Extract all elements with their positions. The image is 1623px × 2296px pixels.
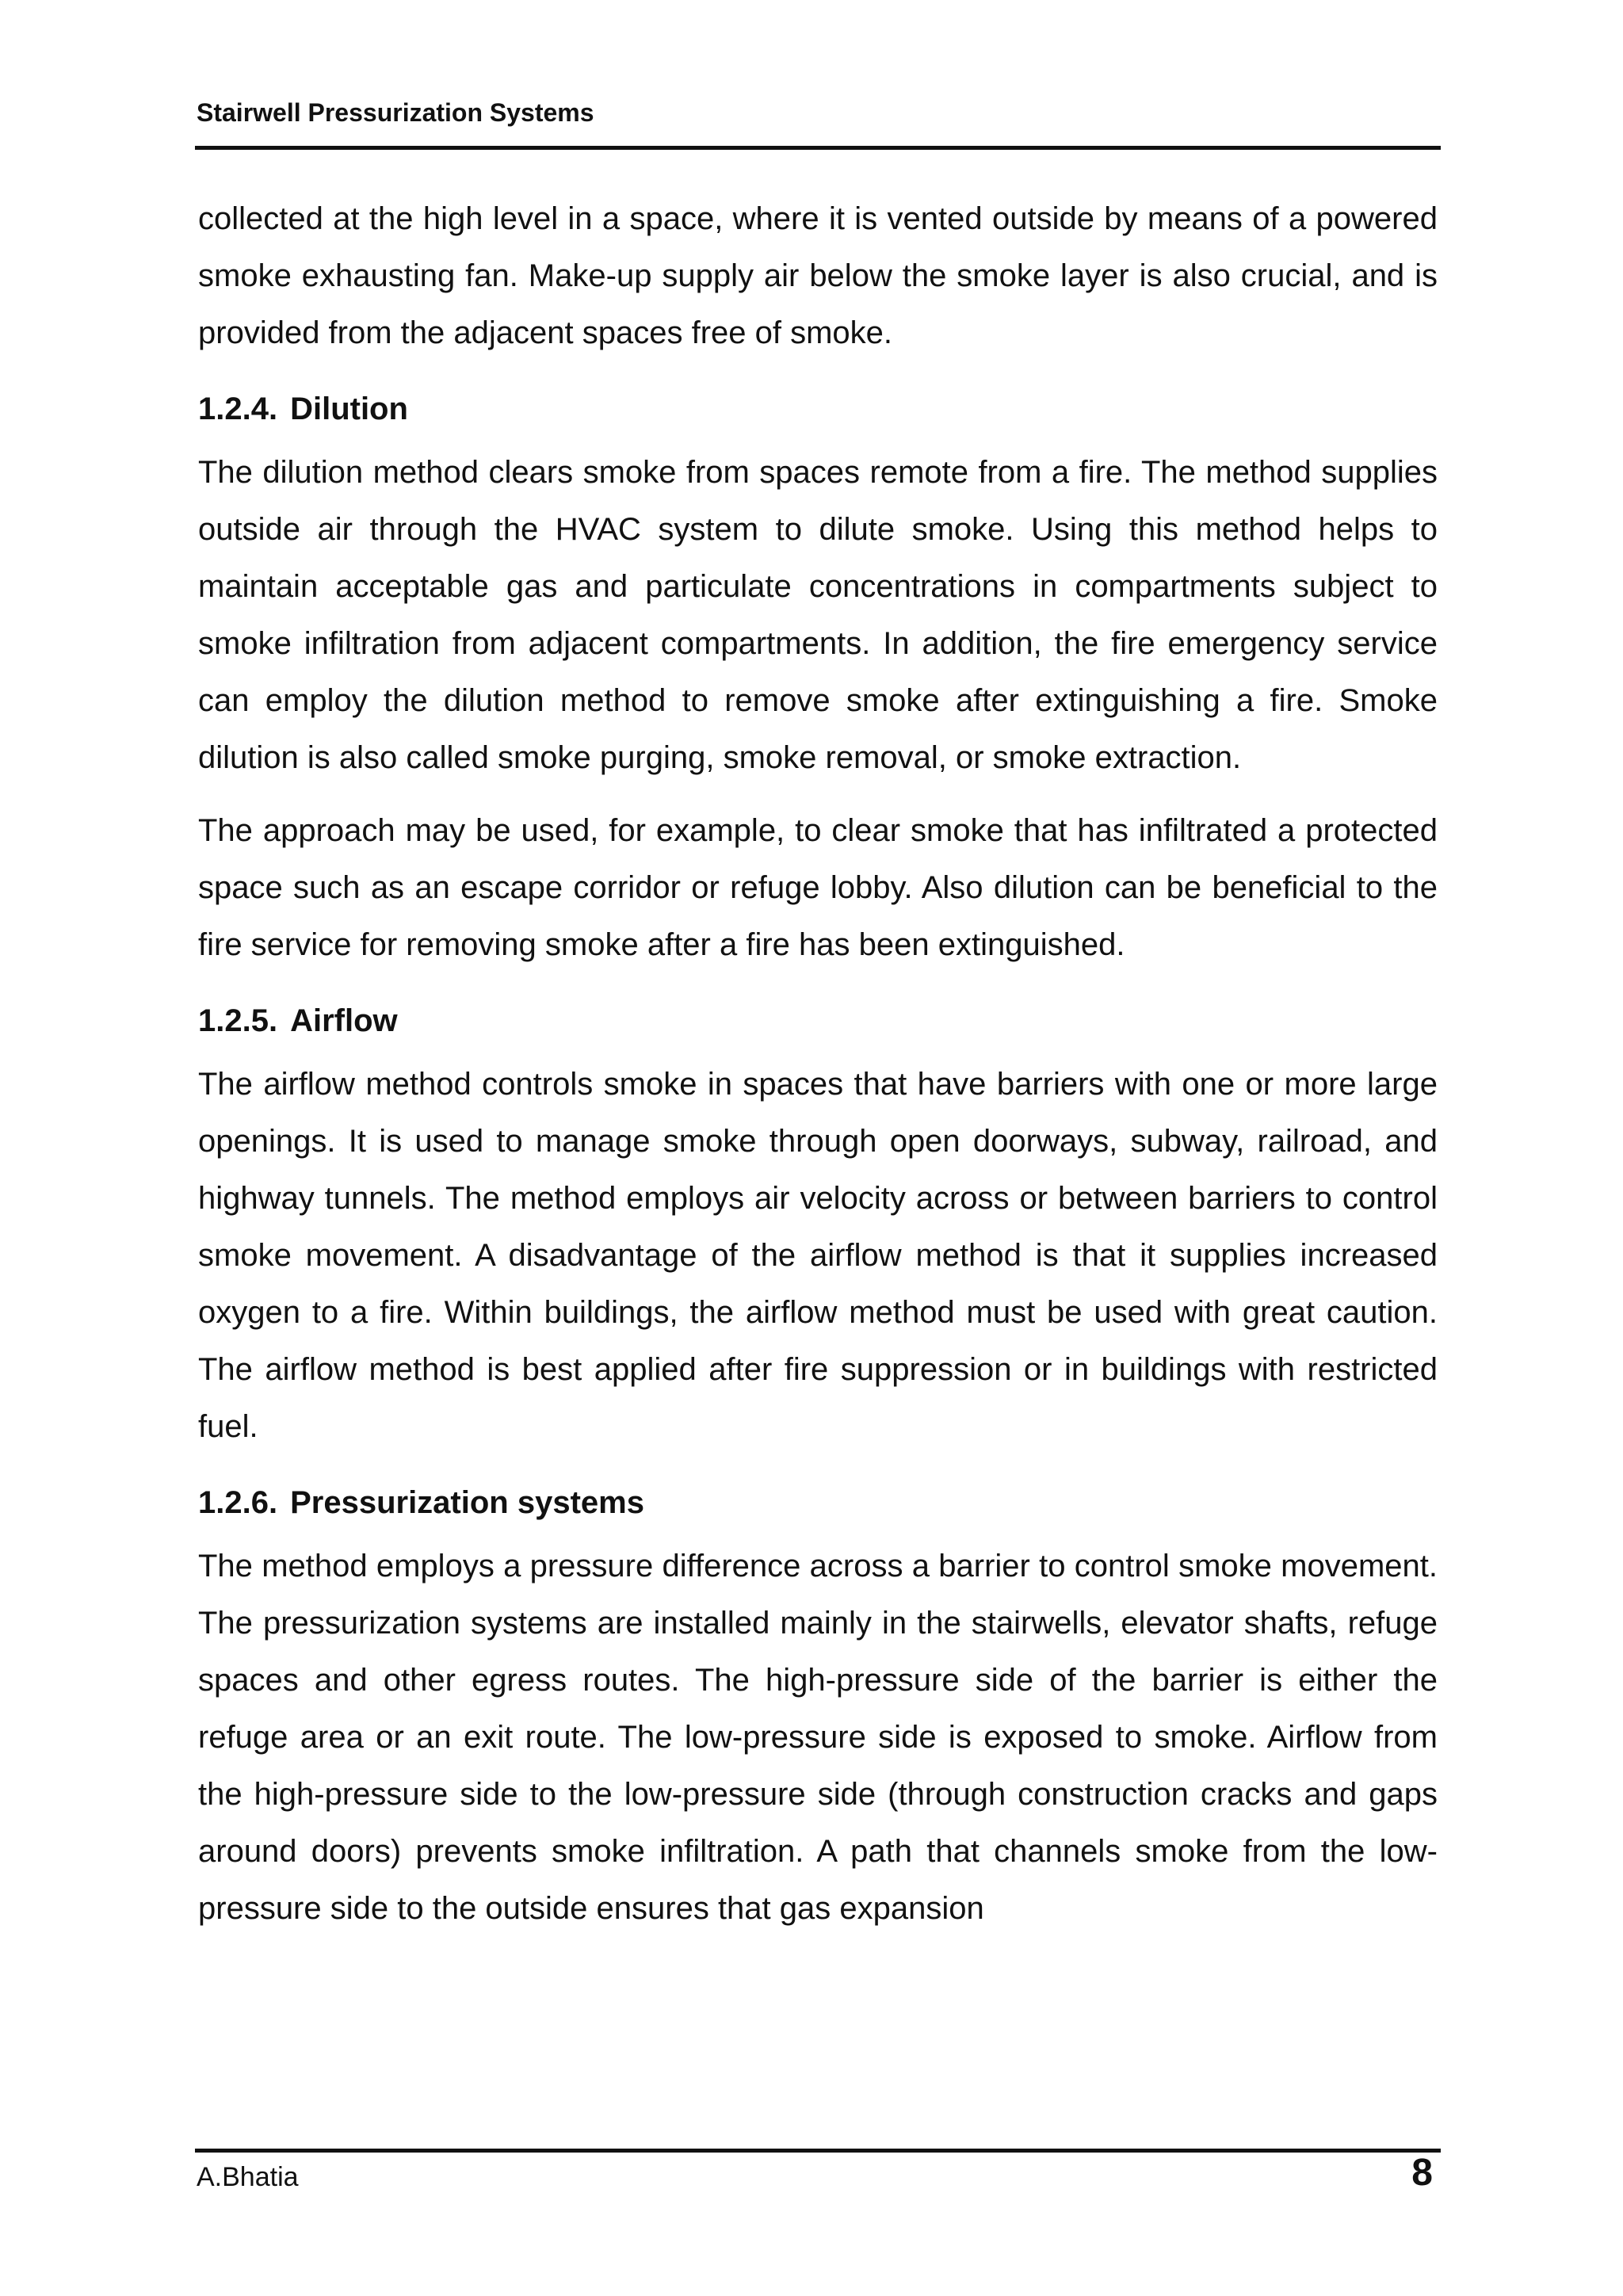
section-heading-pressurization-systems [198, 1479, 1438, 1526]
section-heading-airflow [198, 997, 1438, 1045]
section-number: 1.2.5. [198, 1003, 278, 1038]
running-header-title: Stairwell Pressurization Systems [197, 98, 594, 127]
section-heading-dilution [198, 385, 1438, 433]
section-title: Airflow [290, 1003, 398, 1038]
intro-paragraph: collected at the high level in a space, where it is vented outside by means of a powered smoke exhausting fan. Make-up supply air below the smoke layer is also crucial, and is provided from the adjacent spaces free of smoke. [198, 201, 1438, 350]
section-number: 1.2.4. [198, 392, 278, 426]
footer-divider [195, 2149, 1441, 2153]
page-number: 8 [1411, 2152, 1433, 2194]
pressurization-paragraph-1: The method employs a pressure difference across a barrier to control smoke movement. The pressurization systems are installed mainly in the stairwells, elevator shafts, refuge spaces and other egress routes. The high-pressure side of the barrier is either the refuge area or an exit route. The low-pressure side is exposed to smoke. Airflow from the high-pressure side to the low-pressure side (through construction cracks and gaps around doors) prevents smoke infiltration. A path that channels smoke from the low-pressure side to the outside ensures that gas expansion [198, 1549, 1438, 1926]
section-title: Dilution [290, 392, 408, 426]
section-title: Pressurization systems [290, 1485, 644, 1520]
header-divider [195, 146, 1441, 150]
dilution-paragraph-2: The approach may be used, for example, to clear smoke that has infiltrated a protected space such as an escape corridor or refuge lobby. Also dilution can be beneficial to the fire service for removing smoke after a fire has been extinguished. [198, 813, 1438, 962]
section-number: 1.2.6. [198, 1485, 278, 1520]
footer-author: A.Bhatia [197, 2162, 299, 2192]
airflow-paragraph-1: The airflow method controls smoke in spaces that have barriers with one or more large openings. It is used to manage smoke through open doorways, subway, railroad, and highway tunnels. The method employs air velocity across or between barriers to control smoke movement. A disadvantage of the airflow method is that it supplies increased oxygen to a fire. Within buildings, the airflow method must be used with great caution. The airflow method is best applied after fire suppression or in buildings with restricted fuel. [198, 1067, 1438, 1444]
page-body [198, 190, 1438, 1953]
dilution-paragraph-1: The dilution method clears smoke from spaces remote from a fire. The method supplies outside air through the HVAC system to dilute smoke. Using this method helps to maintain acceptable gas and particulate concentrations in compartments subject to smoke infiltration from adjacent compartments. In addition, the fire emergency service can employ the dilution method to remove smoke after extinguishing a fire. Smoke dilution is also called smoke purging, smoke removal, or smoke extraction. [198, 455, 1438, 775]
